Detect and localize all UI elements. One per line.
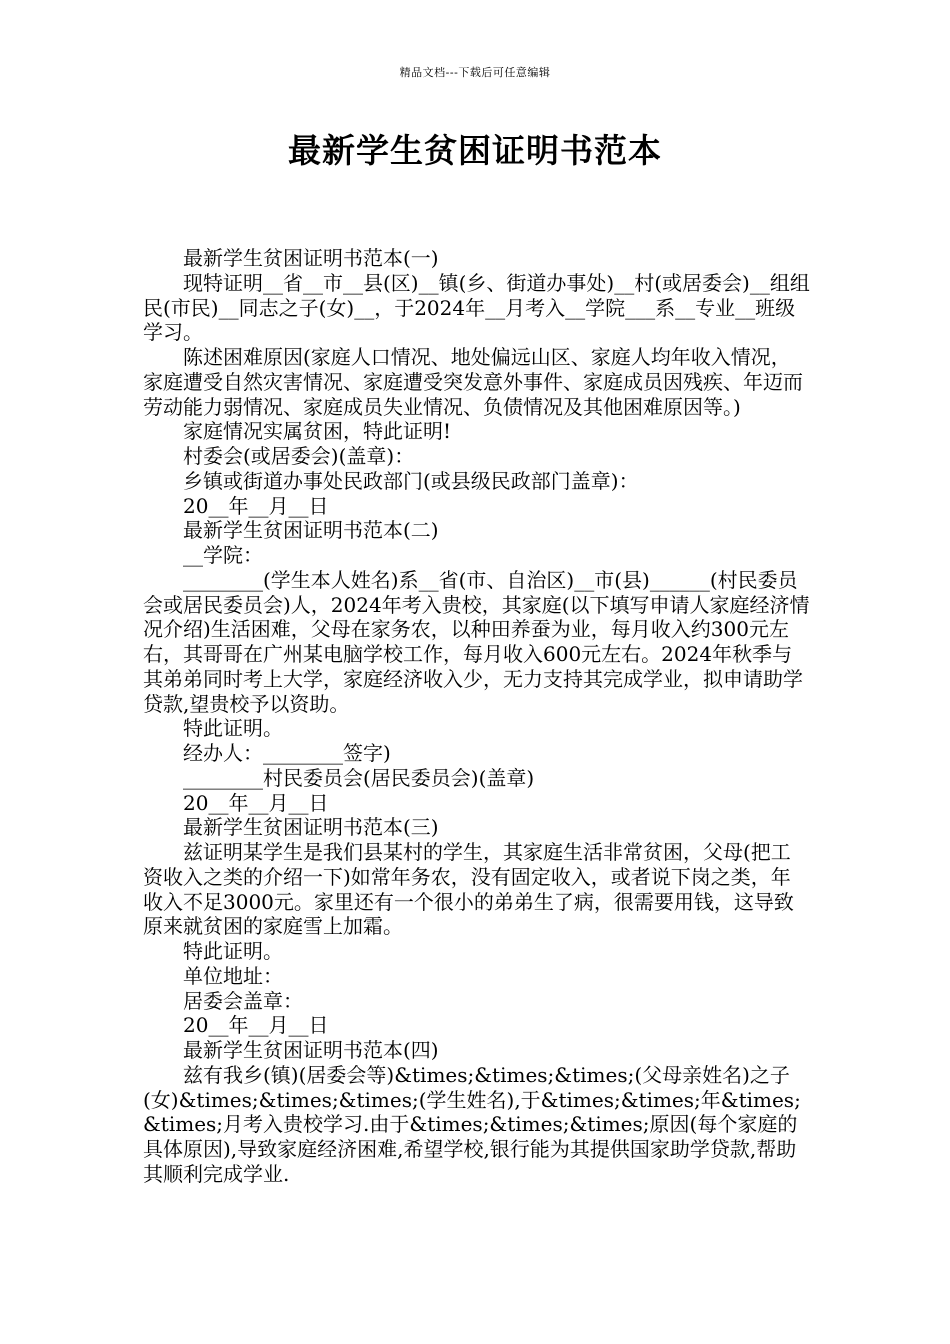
date-line: 20__年__月__日	[183, 1013, 329, 1038]
section-heading-1: 最新学生贫困证明书范本(一)	[183, 246, 439, 270]
seal-line: 乡镇或街道办事处民政部门(或县级民政部门盖章)：	[183, 468, 639, 493]
paragraph: 兹有我乡(镇)(居委会等)&times;&times;&times;(父母亲姓名)之子(女)&times;&times;&times;(学生姓名),于&times;&times;年&times;&times;月考入贵校学习.由于&times;&times;&times;原因(每个家庭的具体原因),导致家庭经济困难,希望学校,银行能为其提供国家助学贷款,帮助其顺利完成学业.	[143, 1062, 801, 1186]
document-title: 最新学生贫困证明书范本	[288, 131, 662, 170]
paragraph: 特此证明。	[183, 939, 283, 963]
paragraph: 兹证明某学生是我们县某村的学生，其家庭生活非常贫困，父母(把工资收入之类的介绍一下)如常年务农，没有固定收入，或者说下岗之类，年收入不足3000元。家里还有一个很小的弟弟生了病，很需要用钱，这导致原来就贫困的家庭雪上加霜。	[143, 840, 794, 939]
paragraph: 现特证明__省__市__县(区)__镇(乡、街道办事处)__村(或居委会)__组组民(市民)__同志之子(女)__，于2024年__月考入__学院___系__专业__班级学习。	[143, 270, 810, 345]
seal-line: 居委会盖章：	[183, 988, 303, 1013]
seal-line: ________村民委员会(居民委员会)(盖章)	[183, 765, 535, 790]
paragraph: 家庭情况实属贫困，特此证明!	[183, 419, 452, 444]
section-heading-3: 最新学生贫困证明书范本(三)	[183, 815, 439, 840]
date-line: 20__年__月__日	[183, 790, 329, 815]
document-body	[143, 246, 810, 1187]
header-note: 精品文档---下载后可任意编辑	[399, 66, 551, 79]
signature-line: 经办人：________签字)	[183, 741, 391, 765]
paragraph: 特此证明。	[183, 716, 283, 741]
paragraph: 陈述困难原因(家庭人口情况、地处偏远山区、家庭人均年收入情况，家庭遭受自然灾害情况、家庭遭受突发意外事件、家庭成员因残疾、年迈而劳动能力弱情况、家庭成员失业情况、负债情况及其他困难原因等。)	[143, 345, 803, 419]
date-line: 20__年__月__日	[183, 493, 329, 518]
section-heading-2: 最新学生贫困证明书范本(二)	[183, 518, 439, 543]
address-line: 单位地址：	[183, 963, 283, 988]
seal-line: 村委会(或居委会)(盖章)：	[183, 444, 415, 468]
salutation: __学院：	[183, 543, 263, 567]
paragraph: ________(学生本人姓名)系__省(市、自治区)__市(县)______(村民委员会或居民委员会)人，2024年考入贵校，其家庭(以下填写申请人家庭经济情况介绍)生活困难，父母在家务农，以种田养蚕为业，每月收入约300元左右，其哥哥在广州某电脑学校工作，每月收入600元左右。2024年秋季与其弟弟同时考上大学，家庭经济收入少，无力支持其完成学业，拟申请助学贷款,望贵校予以资助。	[143, 567, 810, 716]
section-heading-4: 最新学生贫困证明书范本(四)	[183, 1038, 439, 1062]
